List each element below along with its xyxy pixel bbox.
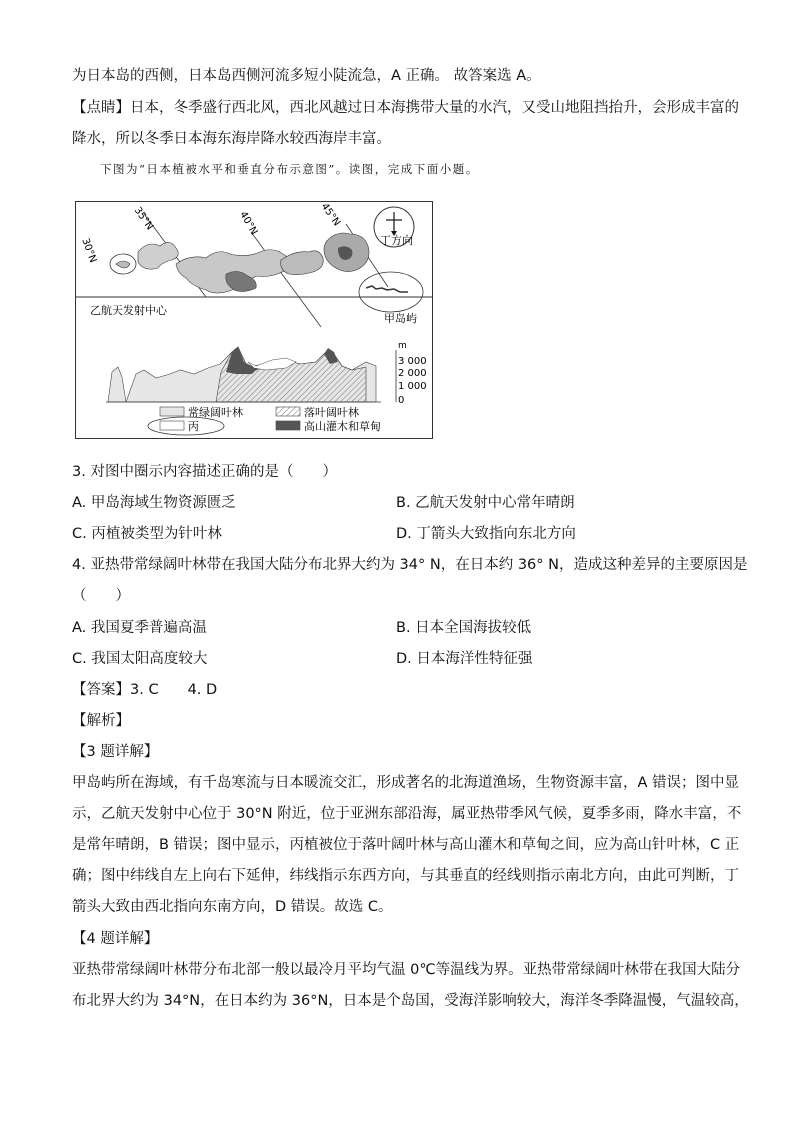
- q3-detail-line: 示，乙航天发射中心位于 30°N 附近，位于亚洲东部沿海，属亚热带季风气候，夏季多雨，降水丰富，不: [72, 806, 742, 822]
- lat-label-45: 45°N: [318, 202, 343, 229]
- legend-evergreen: 常绿阔叶林: [188, 406, 243, 419]
- small-island: [116, 261, 130, 268]
- legend-circle: [148, 417, 224, 435]
- lat-label-40: 40°N: [237, 209, 260, 238]
- figure-intro: 下图为“日本植被水平和垂直分布示意图”。读图，完成下面小题。: [100, 162, 479, 176]
- q3-option-c: C. 丙植被类型为针叶林: [72, 526, 222, 542]
- q4-option-b: B. 日本全国海拔较低: [396, 620, 532, 636]
- lat-label-30: 30°N: [79, 236, 99, 265]
- q3-detail-line: 箭头大致由西北指向东南方向，D 错误。故选 C。: [72, 899, 393, 915]
- japan-vegetation-figure: [75, 201, 433, 439]
- profile-west-peak: [108, 367, 126, 402]
- kyushu-shape: [138, 242, 178, 269]
- legend-deciduous: 落叶阔叶林: [304, 406, 359, 419]
- island-chain-circle: [359, 272, 423, 312]
- legend-swatch-bing: [160, 421, 184, 430]
- q3-detail-line: 确；图中纬线自左上向右下延伸，纬线指示东西方向，与其垂直的经线则指示南北方向，由此可判断，丁: [72, 868, 739, 884]
- text-line: 降水，所以冬季日本海东海岸降水较西海岸丰富。: [72, 131, 391, 147]
- text-line: 【点睛】日本，冬季盛行西北风，西北风越过日本海携带大量的水汽，又受山地阻挡抬升，会形成丰富的: [72, 100, 739, 116]
- axis-tick: 1 000: [398, 381, 427, 392]
- answer-line: 【答案】3. C 4. D: [72, 682, 218, 698]
- legend-alpine: 高山灌木和草甸: [304, 420, 381, 433]
- tohoku-shape: [281, 251, 324, 275]
- q4-detail-heading: 【4 题详解】: [72, 931, 159, 947]
- q4-option-a: A. 我国夏季普遍高温: [72, 620, 207, 636]
- axis-tick: 3 000: [398, 356, 427, 367]
- lat-line-40: [251, 232, 321, 327]
- q3-option-d: D. 丁箭头大致指向东北方向: [396, 526, 576, 542]
- figure-svg: [76, 202, 432, 438]
- question-3-stem: 3. 对图中圈示内容描述正确的是（ ）: [72, 464, 337, 480]
- island-label: 甲岛屿: [384, 312, 417, 325]
- legend-bing: 丙: [188, 420, 199, 433]
- q4-option-d: D. 日本海洋性特征强: [396, 651, 533, 667]
- legend-swatch-deciduous: [276, 407, 300, 416]
- q4-detail-line: 布北界大约为 34°N，在日本约为 36°N，日本是个岛国，受海洋影响较大，海洋冬季降温慢，气温较高，: [72, 993, 749, 1009]
- q3-option-b: B. 乙航天发射中心常年晴朗: [396, 495, 575, 511]
- analysis-heading: 【解析】: [72, 713, 130, 729]
- axis-tick: 0: [398, 395, 405, 406]
- legend-swatch-evergreen: [160, 407, 184, 416]
- axis-unit: m: [398, 341, 407, 351]
- question-4-paren: （ ）: [72, 588, 130, 604]
- q3-option-a: A. 甲岛海域生物资源匮乏: [72, 495, 236, 511]
- q4-detail-line: 亚热带常绿阔叶林带分布北部一般以最冷月平均气温 0℃等温线为界。亚热带常绿阔叶林带在我国大陆分: [72, 962, 741, 978]
- legend-swatch-alpine: [276, 421, 300, 430]
- island-chain: [366, 286, 408, 292]
- q3-detail-line: 甲岛屿所在海域，有千岛寒流与日本暖流交汇，形成著名的北海道渔场，生物资源丰富，A 错误；图中显: [72, 775, 740, 791]
- q3-detail-line: 是常年晴朗，B 错误；图中显示，丙植被位于落叶阔叶林与高山灌木和草甸之间，应为高山针叶林，C 正: [72, 837, 740, 853]
- q3-detail-heading: 【3 题详解】: [72, 744, 159, 760]
- lat-label-35: 35°N: [131, 205, 156, 233]
- question-4-stem: 4. 亚热带常绿阔叶林带在我国大陆分布北界大约为 34° N，在日本约 36° N，造成这种差异的主要原因是: [72, 557, 748, 573]
- q4-option-c: C. 我国太阳高度较大: [72, 651, 208, 667]
- text-line: 为日本岛的西侧，日本岛西侧河流多短小陡流急，A 正确。 故答案选 A。: [72, 68, 541, 84]
- direction-label: 丁方向: [380, 234, 413, 247]
- axis-tick: 2 000: [398, 368, 427, 379]
- launch-center-label: 乙航天发射中心: [90, 304, 167, 317]
